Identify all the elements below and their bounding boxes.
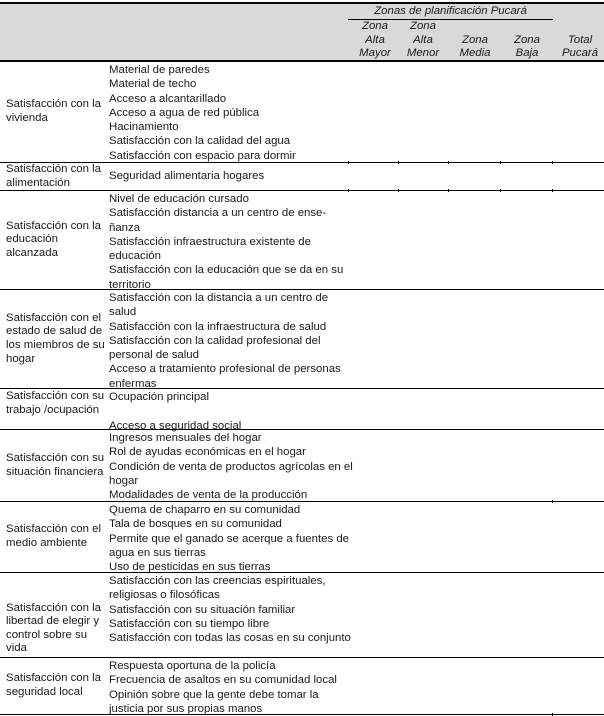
indicator: Ocupación principal	[109, 391, 210, 403]
table-row	[0, 290, 604, 389]
dimension-label: Satisfacción con la vivienda	[6, 98, 101, 124]
table-row	[0, 191, 604, 290]
indicator: Satisfacción con la calidad del agua	[109, 135, 291, 148]
indicator-list	[109, 62, 354, 163]
table-row	[0, 389, 604, 430]
indicator: Acceso a alcantarillado	[109, 92, 227, 105]
indicator-list	[109, 502, 354, 574]
indicator-list	[109, 163, 354, 190]
indicator-list	[109, 191, 354, 292]
indicators-table	[0, 2, 604, 715]
indicator: Ingresos mensuales del hogar	[109, 432, 262, 444]
indicator: Respuesta oportuna de la policía	[109, 660, 276, 672]
col-label-line: Alta	[365, 33, 385, 46]
indicator: Material de techo	[109, 78, 197, 91]
table-row	[0, 163, 604, 191]
dimension-label: Satisfacción con su situación financiera	[6, 451, 105, 478]
indicator: Satisfacción con la calidad profesional del personal de salud	[109, 334, 321, 362]
indicator: Satisfacción con su tiempo libre	[109, 617, 270, 630]
col-label-line: Zona	[410, 20, 436, 33]
indicator: Satisfacción con la educación que se da en su territorio	[109, 264, 344, 291]
dimension-label: Satisfacción con la alimentación	[6, 162, 101, 189]
indicator: Opinión sobre que la gente debe tomar la justicia por sus propias manos	[109, 688, 319, 715]
dimension-label: Satisfacción con la libertad de elegir y control sobre su vida	[6, 601, 101, 655]
indicator: Material de paredes	[109, 64, 210, 76]
indicator: Nivel de educación cursado	[109, 193, 249, 205]
indicator: Seguridad alimentaria hogares	[109, 170, 265, 183]
col-label-line: Pucará	[561, 46, 599, 59]
indicator: Acceso a seguridad social	[109, 419, 242, 432]
table-header	[0, 2, 604, 62]
col-total-pucara	[556, 34, 604, 60]
indicator: Hacinamiento	[109, 121, 179, 134]
col-label-line: Baja	[515, 46, 539, 59]
indicator: Rol de ayudas económicas en el hogar	[109, 446, 306, 459]
indicator: Satisfacción con la distancia a un centro de salud	[109, 292, 329, 319]
indicator: Condición de venta de productos agrícolas en el hogar	[109, 460, 353, 487]
dimension-label: Satisfacción con la seguridad local	[6, 672, 101, 698]
col-zona-media	[450, 34, 500, 60]
col-label-line: Total	[567, 33, 593, 46]
indicator: Acceso a agua de red pública	[109, 106, 260, 119]
table-row	[0, 430, 604, 502]
indicator: Modalidades de venta de la producción	[109, 489, 308, 502]
indicator-list	[109, 430, 354, 502]
col-zona-alta-mayor	[352, 20, 398, 60]
dimension-label: Satisfacción con la educación alcanzada	[6, 219, 101, 259]
indicator: Permite que el ganado se acerque a fuentes de agua en sus tierras	[109, 532, 350, 559]
table-row	[0, 658, 604, 715]
table-row	[0, 573, 604, 658]
col-label-line: Zona	[462, 33, 488, 46]
dimension-label: Satisfacción con el medio ambiente	[6, 523, 101, 549]
table-row	[0, 62, 604, 163]
zones-group-title: Zonas de planificación Pucará	[348, 5, 553, 20]
indicator: Satisfacción distancia a un centro de ense-ñanza	[109, 207, 327, 234]
col-label-line: Zona	[514, 33, 540, 46]
indicator: Quema de chaparro en su comunidad	[109, 504, 301, 516]
col-label-line: Alta	[413, 33, 433, 46]
indicator: Satisfacción infraestructura existente de educación	[109, 235, 311, 263]
indicator: Frecuencia de asaltos en su comunidad local	[109, 674, 337, 687]
indicator: Satisfacción con todas las cosas en su conjunto	[109, 632, 351, 645]
indicator: Uso de pesticidas en sus tierras	[109, 561, 271, 574]
col-zona-alta-menor	[400, 20, 446, 60]
col-label-line: Mayor	[359, 46, 391, 59]
col-label-line: Menor	[406, 46, 440, 59]
table-row	[0, 502, 604, 573]
column-tick	[552, 713, 553, 716]
dimension-label: Satisfacción con su trabajo /ocupación	[6, 390, 105, 416]
dimension-label: Satisfacción con el estado de salud de los miembros de su hogar	[6, 311, 105, 365]
indicator: Satisfacción con su situación familiar	[109, 603, 296, 616]
col-label-line: Media	[459, 46, 491, 59]
indicator-list	[109, 573, 354, 645]
indicator-list	[109, 658, 354, 716]
indicator-list	[109, 290, 354, 391]
indicator: Tala de bosques en su comunidad	[109, 518, 282, 531]
col-label-line: Zona	[362, 20, 388, 33]
indicator: Satisfacción con espacio para dormir	[109, 149, 296, 162]
indicator: Satisfacción con la infraestructura de salud	[109, 320, 327, 333]
col-zona-baja	[503, 34, 551, 60]
indicator-list	[109, 389, 354, 433]
indicator: Acceso a tratamiento profesional de personas enfermas	[109, 363, 341, 390]
indicator: Satisfacción con las creencias espirituales, religiosas o filosóficas	[109, 575, 326, 602]
